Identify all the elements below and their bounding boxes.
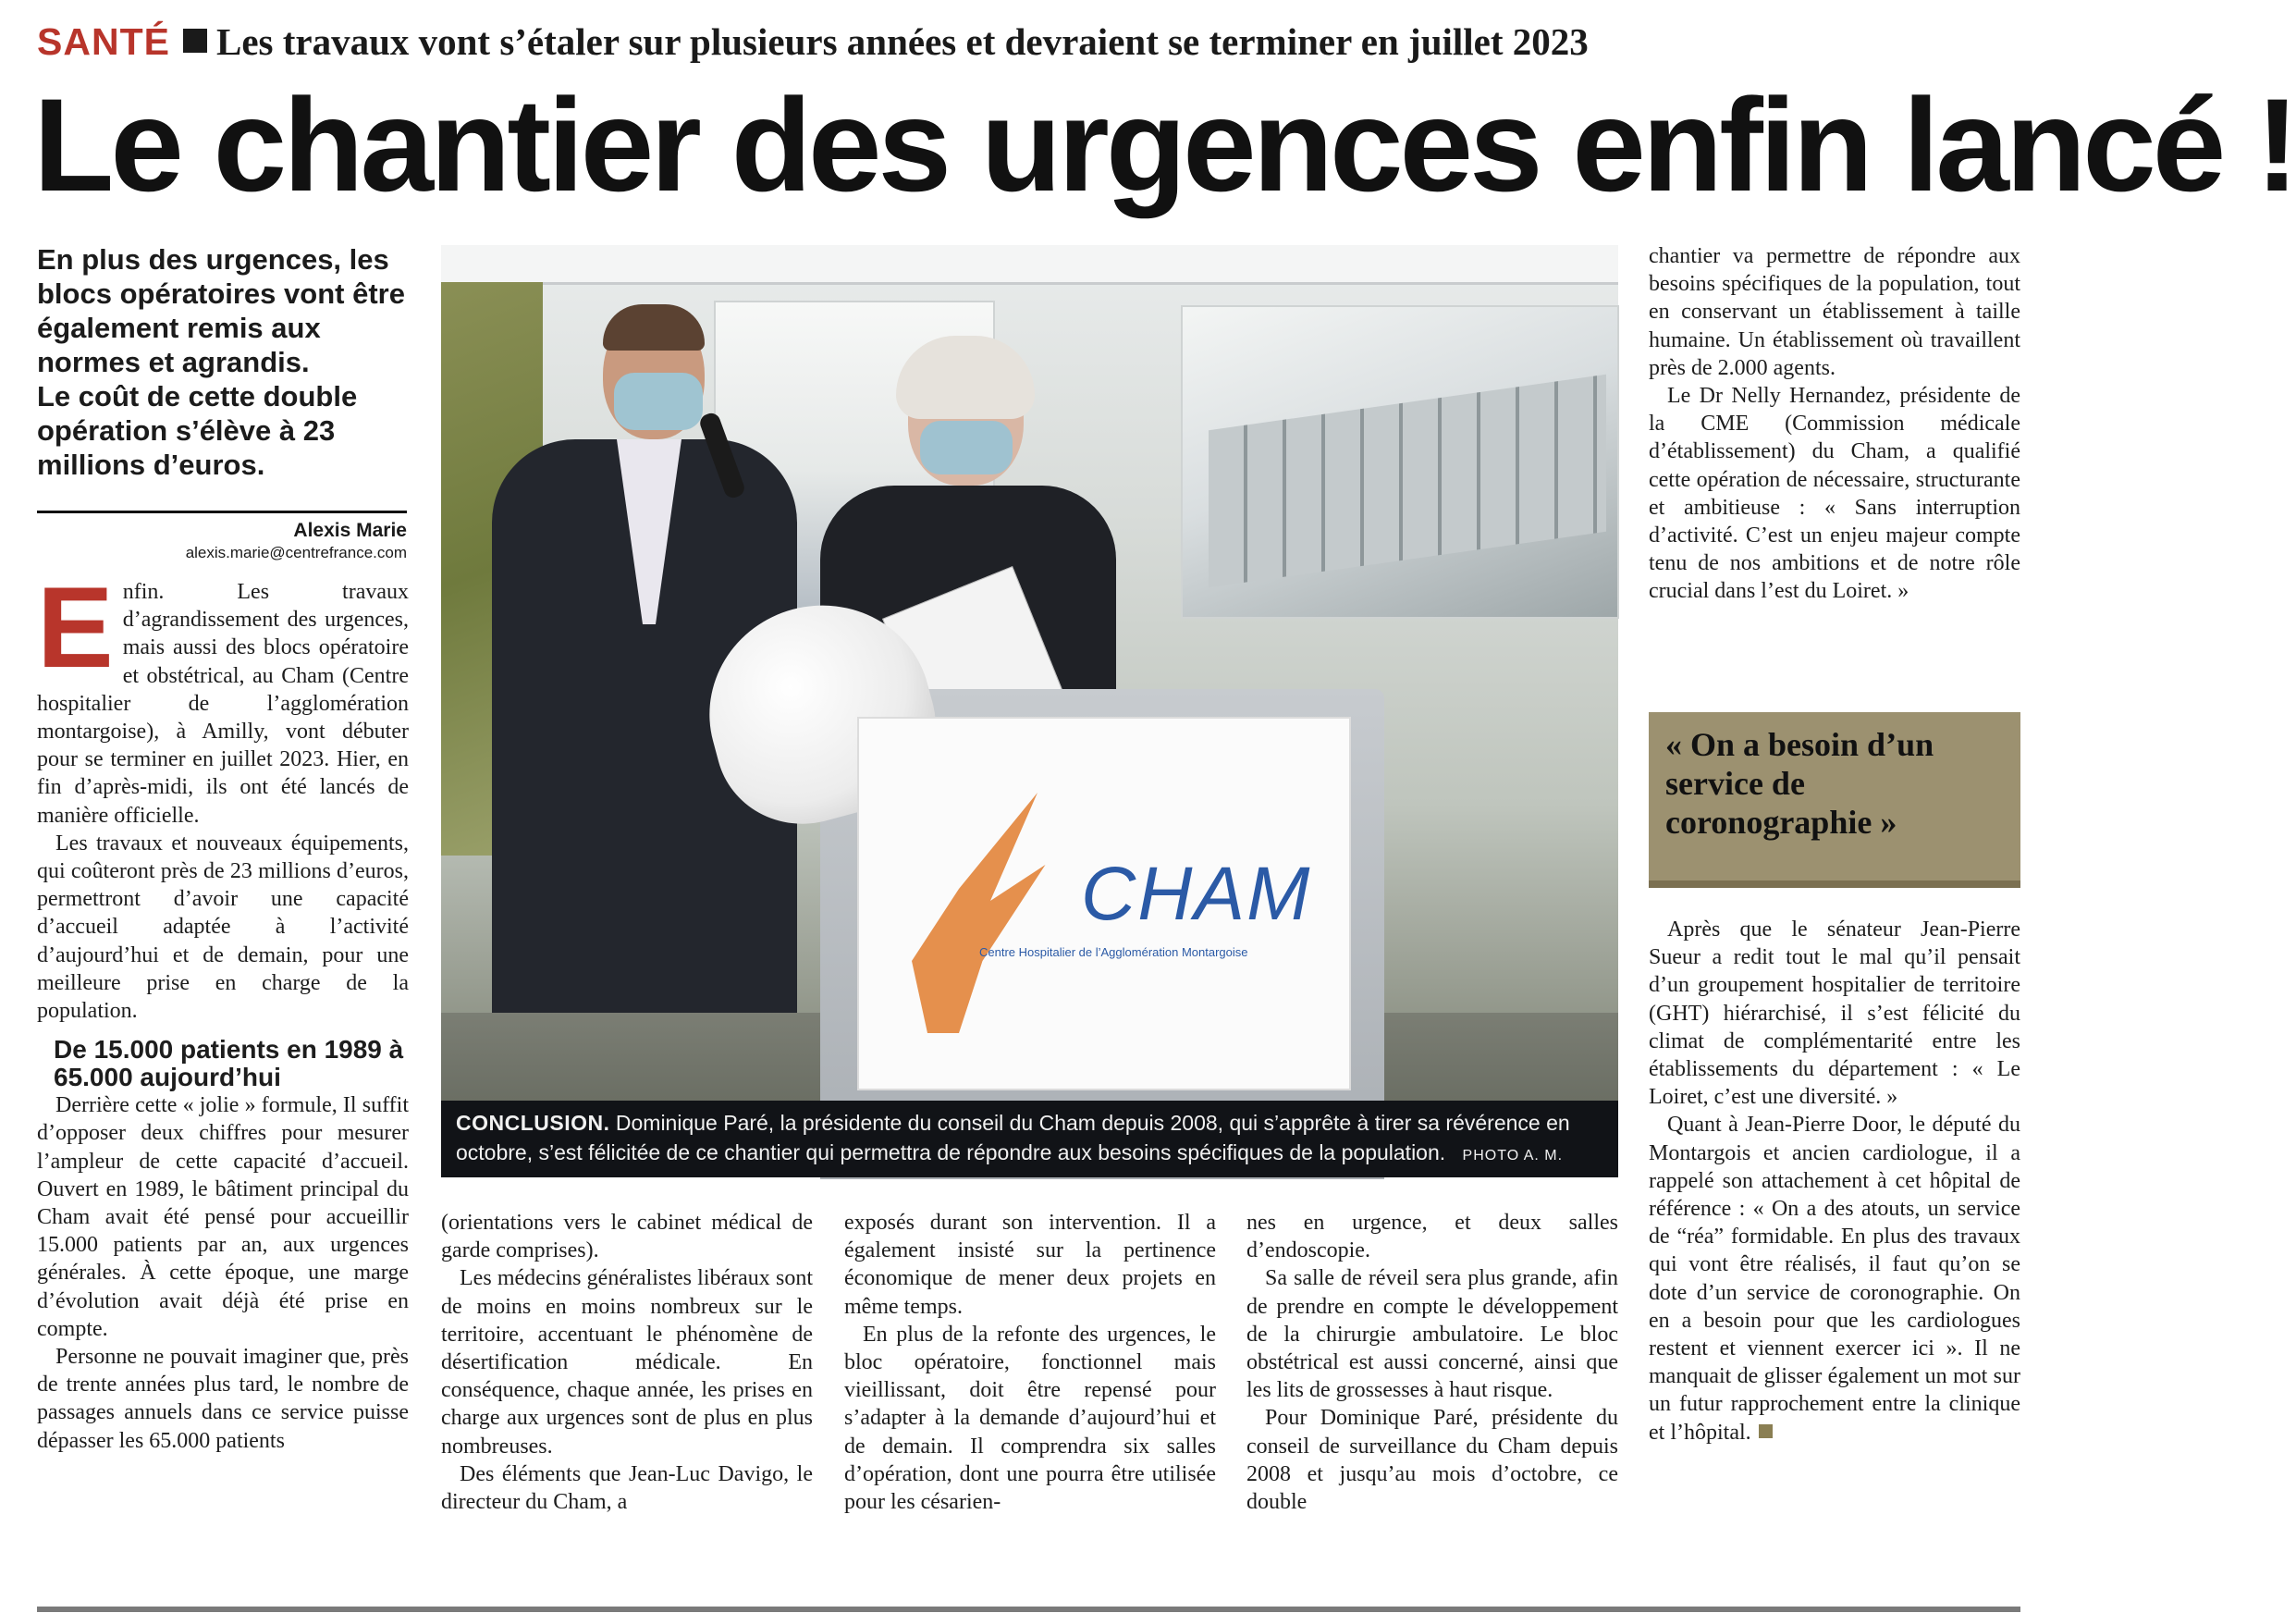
standfirst-line-2: Le coût de cette double opération s’élève à 23 millions d’euros. [37,380,358,481]
pull-quote: « On a besoin d’un service de coronographie » [1649,712,2020,888]
article-column-4 [1246,1209,1618,1516]
paragraph: En plus de la refonte des urgences, le bloc opératoire, fonctionnel mais vieillissant, doit être repensé pour s’adapter à la demande d’aujourd’hui et de demain. Il comprendra six salles d’opération, dont une pourra être utilisée pour les césarien- [844,1322,1216,1515]
subheading: De 15.000 patients en 1989 à 65.000 aujourd’hui [54,1035,404,1092]
paragraph: Sa salle de réveil sera plus grande, afin de prendre en compte le développement de la chirurgie ambulatoire. Le bloc obstétrical est aussi concerné, ainsi que les lits de grossesses à haut risque. [1246,1266,1618,1403]
author-email[interactable]: alexis.marie@centrefrance.com [185,544,407,561]
article-column-1 [37,564,409,1455]
article-photo [441,245,1618,1177]
article-column-5-bottom [1649,916,2020,1447]
tent-roof [441,245,1618,285]
paragraph: Les travaux et nouveaux équipements, qui coûteront près de 23 millions d’euros, permettront d’avoir une capacité d’accueil adaptée à l’activité d’aujourd’hui et de demain, pour une meilleure prise en charge de la population. [37,831,409,1024]
paragraph: Les médecins généralistes libéraux sont de moins en moins nombreux sur le territoire, accentuant le phénomène de désertification médicale. En conséquence, chaque année, les prises en charge aux urgences sont de plus en plus nombreuses. [441,1266,813,1459]
article-column-5-top [1649,242,2020,606]
photo-credit: PHOTO A. M. [1462,1148,1564,1164]
cham-logo-swoosh-icon [896,793,1053,1033]
paragraph: Derrière cette « jolie » formule, Il suffit d’opposer deux chiffres pour mesurer l’ampleur de cette capacité d’accueil. Ouvert en 1989, le bâtiment principal du Cham avait été pensé pour accueillir 15.000 patients par an, aux urgences générales. À cette époque, une marge d’évolution avait déjà été prise en compte. [37,1093,409,1341]
kicker-text: Les travaux vont s’étaler sur plusieurs années et devraient se terminer en juillet 2023 [215,20,1589,63]
byline [37,511,407,563]
end-mark-icon [1759,1424,1773,1438]
section-label: SANTÉ [37,20,170,63]
paragraph: (orientations vers le cabinet médical de garde comprises). [441,1211,813,1263]
paragraph: Personne ne pouvait imaginer que, près de trente années plus tard, le nombre de passages annuels dans ce service puisse dépasser les 65.000 patients [37,1345,409,1453]
caption-label: CONCLUSION. [456,1111,610,1135]
cham-logo-text: CHAM [1081,852,1312,936]
paragraph: exposés durant son intervention. Il a également insisté sur la pertinence économique de mener deux projets en même temps. [844,1211,1216,1319]
square-bullet-icon [183,29,207,53]
bottom-rule [37,1607,2020,1612]
paragraph: Quant à Jean-Pierre Door, le député du Montargois et ancien cardiologue, il a rappelé son attachement à cet hôpital de référence : « On a des atouts, un service de “réa” formidable. En plus des travaux qui vont être réalisés, il faut qu’on se dote d’un service de coronographie. On en a besoin pour que les cardiologues restent et viennent exercer ici ». Il ne manquait de glisser également un mot sur un futur rapprochement entre la clinique et l’hôpital. [1649,1113,2020,1445]
standfirst [37,242,407,482]
paragraph: Des éléments que Jean-Luc Davigo, le directeur du Cham, a [441,1461,813,1515]
cham-logo-subtitle: Centre Hospitalier de l’Agglomération Montargoise [979,945,1248,959]
article-column-2 [441,1209,813,1516]
paragraph: Pour Dominique Paré, présidente du conseil de surveillance du Cham depuis 2008 et jusqu’au mois d’octobre, ce double [1246,1406,1618,1515]
headline: Le chantier des urgences enfin lancé ! [33,72,2296,219]
drop-cap: E [37,564,114,692]
podium-sign [857,717,1351,1090]
paragraph: Le Dr Nelly Hernandez, présidente de la CME (Commission médicale d’établissement) du Cham, a qualifié cette opération de nécessaire, structurante et ambitieuse : « Sans interruption d’activité. C’est un enjeu majeur compte tenu de nos ambitions et de notre rôle crucial dans l’est du Loiret. » [1649,384,2020,604]
article-column-3 [844,1209,1216,1516]
photo-caption [441,1101,1618,1177]
paragraph: chantier va permettre de répondre aux besoins spécifiques de la population, tout en conservant un établissement à taille humaine. Un établissement où travaillent près de 2.000 agents. [1649,244,2020,380]
paragraph: Après que le sénateur Jean-Pierre Sueur a redit tout le mal qu’il pensait d’un groupement hospitalier de territoire (GHT) hiérarchisé, il s’est félicité du climat de complémentarité entre les établissements du département : « Le Loiret, c’est une diversité. » [1649,917,2020,1110]
author-name: Alexis Marie [293,520,407,541]
caption-text: Dominique Paré, la présidente du conseil du Cham depuis 2008, qui s’apprête à tirer sa révérence en octobre, s’est félicitée de ce chantier qui permettra de répondre aux besoins spécifiques de la population. [456,1111,1570,1164]
paragraph: Enfin. Les travaux d’agrandissement des urgences, mais aussi des blocs opératoire et obstétrical, au Cham (Centre hospitalier de l’agglomération montargoise), à Amilly, vont débuter pour se terminer en juillet 2023. Hier, en fin d’après-midi, ils ont été lancés de manière officielle. [37,564,409,828]
kicker [37,18,2025,65]
paragraph: nes en urgence, et deux salles d’endoscopie. [1246,1211,1618,1263]
standfirst-line-1: En plus des urgences, les blocs opératoires vont être également remis aux normes et agrandis. [37,243,405,378]
